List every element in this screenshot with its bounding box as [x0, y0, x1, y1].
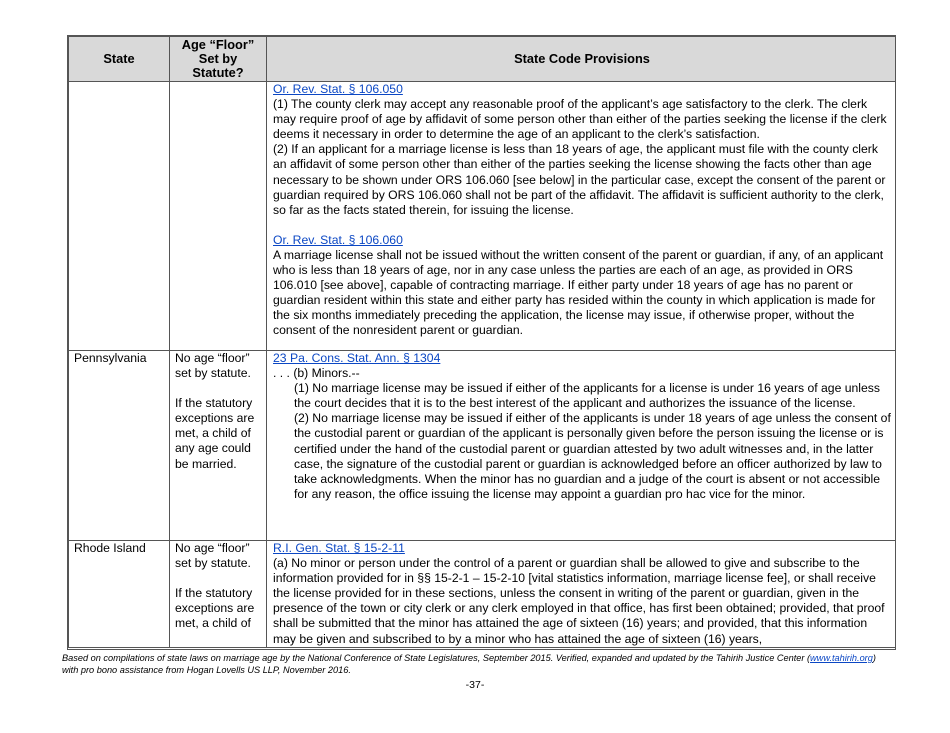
- header-age-floor: Age “Floor” Set by Statute?: [170, 37, 267, 82]
- statute-paragraph: (2) If an applicant for a marriage license is less than 18 years of age, the applicant must file with the county clerk an affidavit of some person other than either of the parties seeking the license showing the facts other than age necessary to be shown under ORS 106.060 [see below] in the particular case, except the consent of the parent or guardian required by ORS 106.060 shall not be part of the affidavit. The affidavit is sufficient authority to the clerk, so far as the facts stated therein, for issuing the license.: [273, 142, 886, 217]
- statute-paragraph: (1) The county clerk may accept any reasonable proof of the applicant’s age satisfactory to the clerk. The clerk may require proof of age by affidavit of some person other than either of the parties seeking the license if the clerk deems it necessary in order to determine the age of an applicant to the clerk’s satisfaction.: [273, 97, 887, 142]
- statute-citation-link[interactable]: R.I. Gen. Stat. § 15-2-11: [273, 541, 405, 555]
- floor-text: No age “floor” set by statute.: [175, 351, 251, 381]
- state-cell: Rhode Island: [69, 541, 170, 648]
- floor-cell: [170, 351, 267, 541]
- floor-text: If the statutory exceptions are met, a child of any age could be married.: [175, 396, 255, 471]
- footnote-link[interactable]: www.tahirih.org: [810, 653, 873, 663]
- provisions-cell: [267, 82, 897, 351]
- floor-text: No age “floor” set by statute.: [175, 541, 251, 571]
- footnote-text: Based on compilations of state laws on marriage age by the National Conference of State Legislatures, September 2015. Verified, expanded and updated by the Tahirih Justice Center (: [62, 653, 811, 663]
- table-header-row: [69, 37, 897, 82]
- table-row: [69, 351, 897, 541]
- footnote-text-end: ) with pro bono assistance from Hogan Lovells US LLP, November 2016.: [62, 653, 876, 675]
- floor-cell: [170, 82, 267, 351]
- statute-citation-link[interactable]: Or. Rev. Stat. § 106.060: [273, 232, 403, 247]
- floor-cell: [170, 541, 267, 648]
- table-row: [69, 82, 897, 351]
- table-row: [69, 541, 897, 648]
- statute-paragraph: A marriage license shall not be issued without the written consent of the parent or guardian, if any, of an applicant who is less than 18 years of age, nor in any case unless the parties are each of an age, as provided in ORS 106.010 [see above], capable of contracting marriage. If either party under 18 years of age has no parent or guardian resident within this state and either party has resided within the county in which application is made for the six months immediately preceding the application, the license may issue, if otherwise proper, without the consent of the nonresident parent or guardian.: [273, 247, 884, 338]
- provisions-cell: [267, 541, 897, 648]
- provisions-cell: [267, 351, 897, 541]
- statute-intro: . . . (b) Minors.--: [273, 366, 360, 381]
- statute-table-container: [67, 35, 896, 650]
- floor-text: If the statutory exceptions are met, a child of: [175, 586, 255, 631]
- statute-table: [68, 36, 896, 648]
- header-provisions: State Code Provisions: [267, 37, 897, 82]
- state-cell: [69, 82, 170, 351]
- header-state: State: [69, 37, 170, 82]
- statute-subparagraph: (2) No marriage license may be issued if either of the applicants is under 18 years of age unless the consent of the custodial parent or guardian of the applicant is personally given before the person issuing the license or is certified under the hand of the custodial parent or guardian attested by two adult witnesses and, in the latter case, the signature of the custodial parent or guardian is acknowledged before an officer authorized by law to take acknowledgments. When the minor has no guardian and a judge of the court is absent or not accessible for any reason, the office issuing the license may appoint a guardian pro hac vice for the minor.: [294, 411, 891, 501]
- state-cell: Pennsylvania: [69, 351, 170, 541]
- statute-subparagraph: (1) No marriage license may be issued if either of the applicants for a license is under 16 years of age unless the court decides that it is to the best interest of the applicant and authorizes the issuance of the license.: [294, 381, 880, 411]
- statute-citation-link[interactable]: Or. Rev. Stat. § 106.050: [273, 82, 403, 96]
- statute-paragraph: (a) No minor or person under the control of a parent or guardian shall be allowed to give and subscribe to the information provided for in §§ 15-2-1 – 15-2-10 [vital statistics information, marriage license fee], or shall receive the license provided for in these sections, unless the consent in writing of the parent or guardian, given in the presence of the town or city clerk or any clerk employed in that office, has first been obtained; provided, that proof shall be submitted that the minor has attained the age of sixteen (16) years; and provided, that this information may be given and subscribed to by a minor who has attained the age of sixteen (16) years,: [273, 556, 885, 646]
- footnote: [62, 653, 892, 676]
- statute-citation-link[interactable]: 23 Pa. Cons. Stat. Ann. § 1304: [273, 351, 441, 365]
- page-number: -37-: [465, 679, 485, 691]
